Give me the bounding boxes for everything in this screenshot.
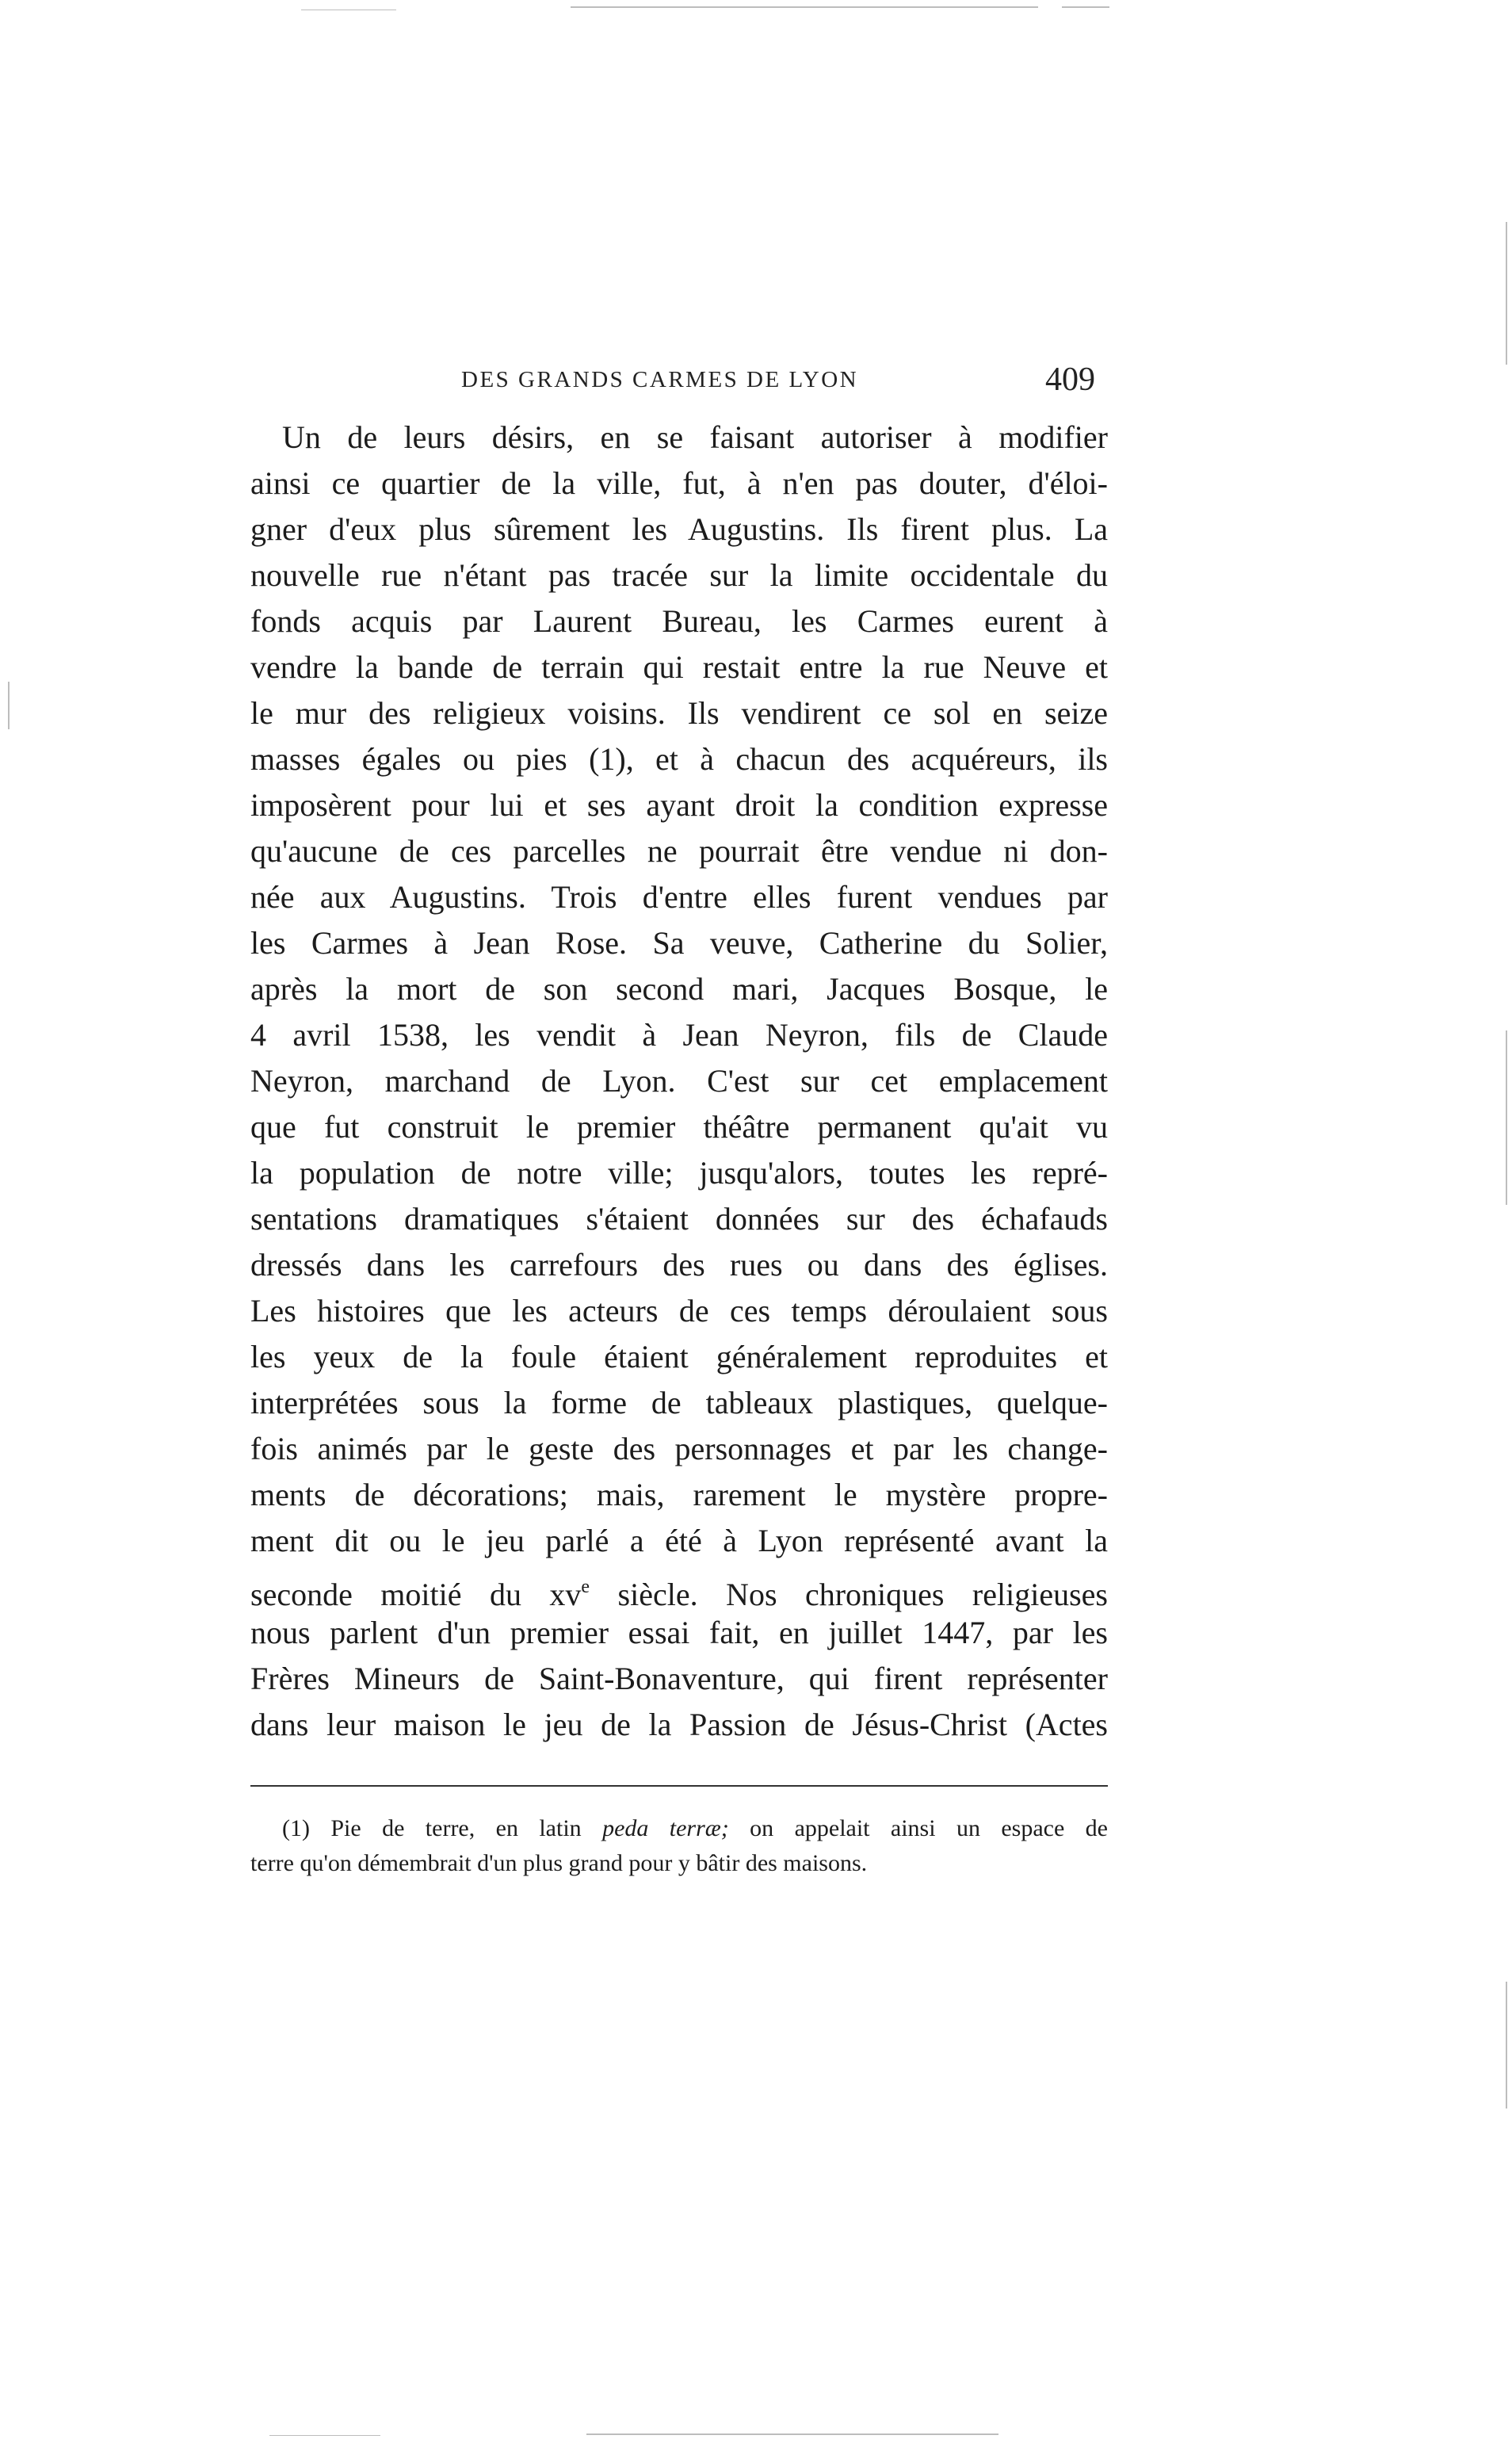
text-line: ments de décorations; mais, rarement le mystère propre- (250, 1477, 1108, 1512)
footnote-line: terre qu'on démembrait d'un plus grand pour y bâtir des maisons. (250, 1850, 868, 1876)
scan-artifact-top-right (1062, 6, 1109, 8)
scan-artifact-bottom (586, 2433, 998, 2435)
text-segment: siècle. Nos chroniques religieuses (590, 1577, 1108, 1612)
text-line: dressés dans les carrefours des rues ou dans des églises. (250, 1247, 1108, 1283)
text-line: gner d'eux plus sûrement les Augustins. Ils firent plus. La (250, 511, 1108, 547)
scan-artifact-top (571, 6, 1038, 8)
footnote-latin-term: peda terræ; (602, 1815, 729, 1841)
text-line: ment dit ou le jeu parlé a été à Lyon représenté avant la (250, 1523, 1108, 1558)
text-line: le mur des religieux voisins. Ils vendirent ce sol en seize (250, 695, 1108, 731)
text-line: fonds acquis par Laurent Bureau, les Carmes eurent à (250, 603, 1108, 639)
footnote-line (250, 1811, 1108, 1846)
text-line: que fut construit le premier théâtre permanent qu'ait vu (250, 1109, 1108, 1145)
text-line: Neyron, marchand de Lyon. C'est sur cet emplacement (250, 1063, 1108, 1099)
text-segment: seconde moitié du xv (250, 1577, 582, 1612)
text-line: les yeux de la foule étaient généralement reproduites et (250, 1339, 1108, 1374)
text-line: née aux Augustins. Trois d'entre elles furent vendues par (250, 879, 1108, 915)
text-line: masses égales ou pies (1), et à chacun des acquéreurs, ils (250, 741, 1108, 777)
text-line: après la mort de son second mari, Jacques Bosque, le (250, 971, 1108, 1007)
text-line: Un de leurs désirs, en se faisant autoriser à modifier (282, 419, 1108, 455)
text-line: fois animés par le geste des personnages et par les change- (250, 1431, 1108, 1466)
text-line: qu'aucune de ces parcelles ne pourrait être vendue ni don- (250, 833, 1108, 869)
text-line: nouvelle rue n'étant pas tracée sur la limite occidentale du (250, 557, 1108, 593)
text-line-century (250, 1564, 1108, 1610)
running-head: DES GRANDS CARMES DE LYON (461, 367, 859, 392)
text-line: les Carmes à Jean Rose. Sa veuve, Catherine du Solier, (250, 925, 1108, 961)
text-line: 4 avril 1538, les vendit à Jean Neyron, fils de Claude (250, 1017, 1108, 1053)
text-line: interprétées sous la forme de tableaux plastiques, quelque- (250, 1385, 1108, 1420)
footnote-segment: (1) Pie de terre, en latin (282, 1815, 603, 1841)
page-header (461, 361, 1095, 400)
footnote-segment: on appelait ainsi un espace de (728, 1815, 1108, 1841)
scan-artifact-left-1 (8, 682, 10, 729)
text-line: nous parlent d'un premier essai fait, en juillet 1447, par les (250, 1615, 1108, 1650)
text-line: dans leur maison le jeu de la Passion de Jésus-Christ (Actes (250, 1707, 1108, 1742)
text-line: imposèrent pour lui et ses ayant droit la condition expresse (250, 787, 1108, 823)
text-line: Les histoires que les acteurs de ces temps déroulaient sous (250, 1293, 1108, 1329)
text-line: sentations dramatiques s'étaient données sur des échafauds (250, 1201, 1108, 1237)
text-line: ainsi ce quartier de la ville, fut, à n'en pas douter, d'éloi- (250, 465, 1108, 501)
body-paragraph (250, 415, 1108, 1748)
footnote (250, 1811, 1108, 1881)
footnote-separator (250, 1785, 1108, 1787)
text-line: vendre la bande de terrain qui restait entre la rue Neuve et (250, 649, 1108, 685)
superscript-e: e (581, 1577, 590, 1597)
scan-artifact-right-3 (1506, 1982, 1507, 2108)
page-number: 409 (1045, 361, 1095, 398)
scan-artifact-right-1 (1506, 222, 1507, 365)
text-line: Frères Mineurs de Saint-Bonaventure, qui firent représenter (250, 1661, 1108, 1696)
scan-artifact-bottom-left (269, 2435, 380, 2436)
text-line: la population de notre ville; jusqu'alors, toutes les repré- (250, 1155, 1108, 1191)
scan-artifact-right-2 (1506, 1030, 1507, 1205)
